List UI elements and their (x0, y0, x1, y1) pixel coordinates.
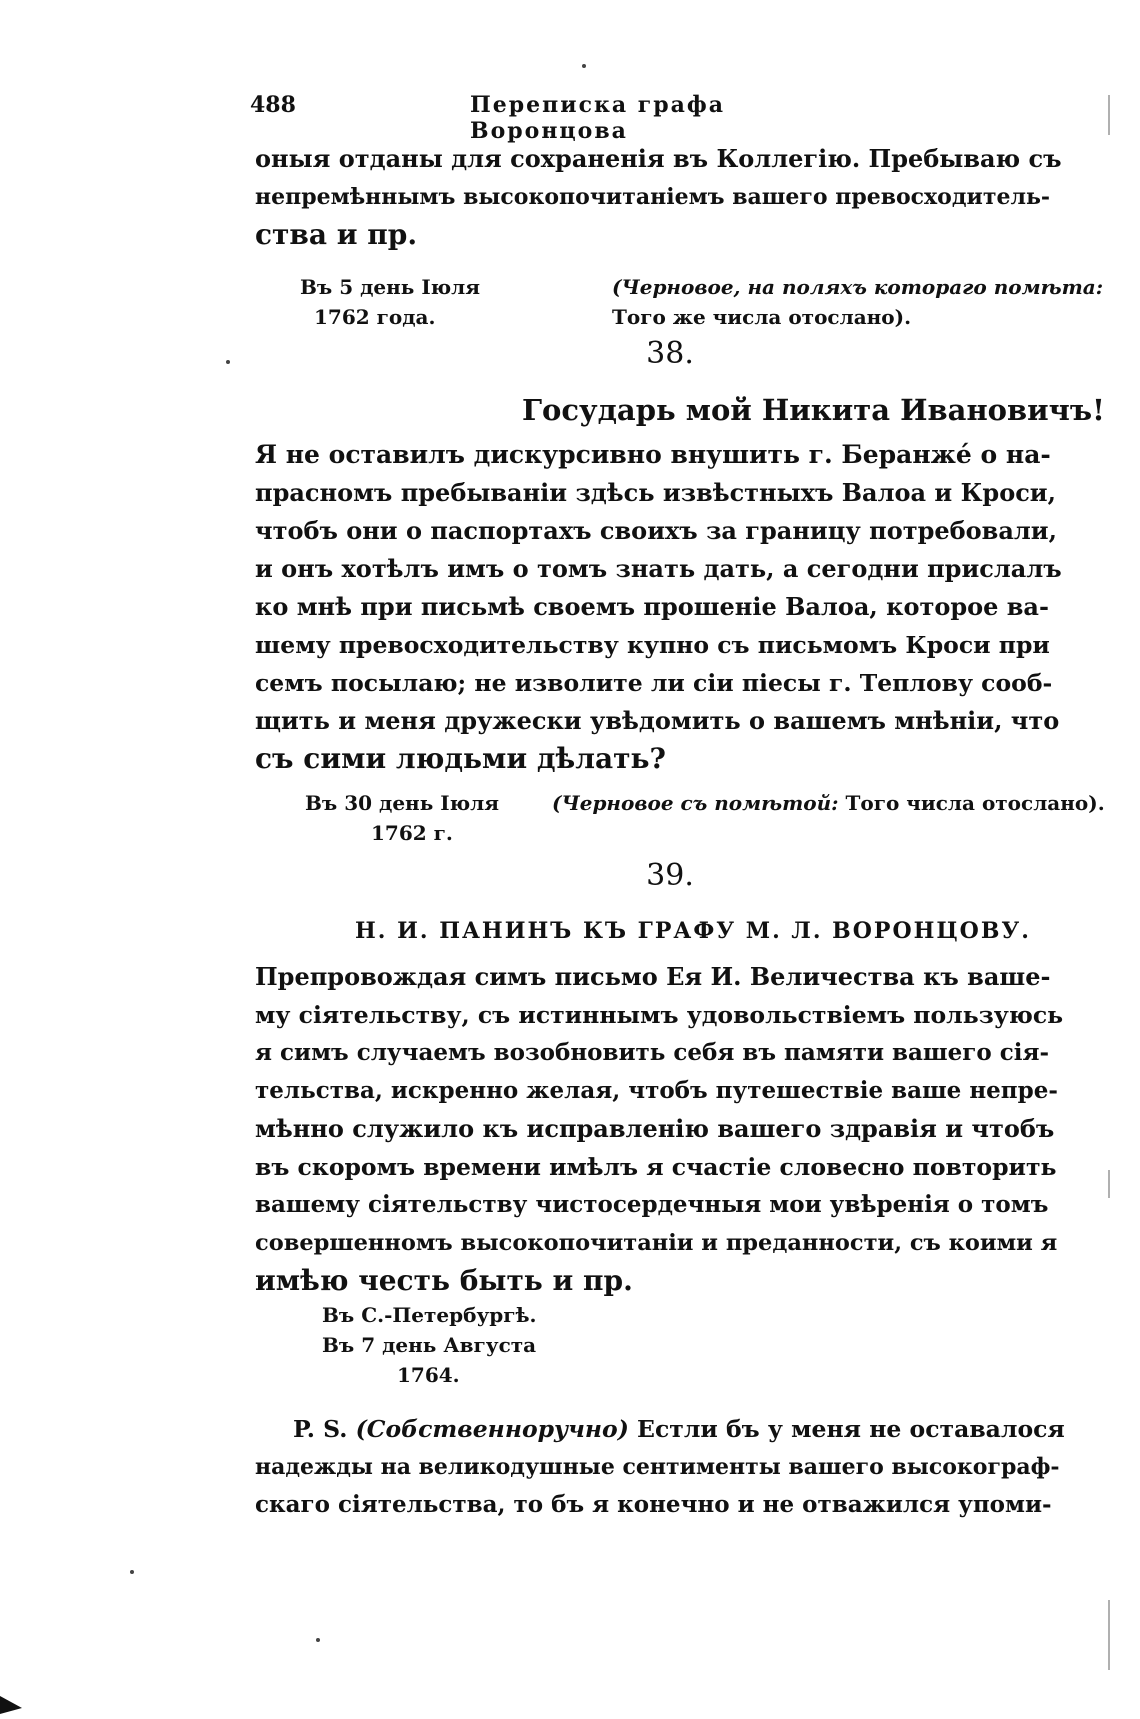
letter-37-tail (255, 140, 1065, 254)
date-line: 1762 г. (371, 821, 453, 845)
letter-39-heading: Н. И. ПАНИНЪ КЪ ГРАФУ М. Л. ВОРОНЦОВУ. (355, 918, 1031, 944)
text-line: имѣю честь быть и пр. (255, 1264, 633, 1297)
text-line: совершенномъ высокопочитаніи и преданности, съ коими я (255, 1230, 1058, 1256)
text-line: непремѣннымъ высокопочитаніемъ вашего превосходитель- (255, 184, 1051, 210)
letter-38-body (255, 436, 1065, 778)
text-line: ко мнѣ при письмѣ своемъ прошеніе Валоа, которое ва- (255, 592, 1049, 621)
page-number: 488 (250, 92, 296, 118)
text-line: тельства, искренно желая, чтобъ путешествіе ваше непре- (255, 1077, 1058, 1104)
scan-edge-mark (1108, 1170, 1110, 1198)
letter-39-text (255, 958, 1065, 1300)
ps-first: Естли бъ у меня не оставалося (637, 1415, 1065, 1443)
scan-speck (130, 1570, 134, 1574)
text-line: съ сими людьми дѣлать? (255, 742, 666, 775)
postscript-text (255, 1410, 1065, 1524)
text-line: ства и пр. (255, 218, 418, 251)
text-line: Я не оставилъ дискурсивно внушить г. Беранжé о на- (255, 440, 1051, 469)
letter-37-draft-note (612, 272, 1103, 332)
draft-note-plain: Того числа отослано). (845, 791, 1105, 815)
letter-37-date (300, 272, 480, 332)
letter-38-number: 38. (646, 336, 694, 371)
text-line: и онъ хотѣлъ имъ о томъ знать дать, а сегодни прислалъ (255, 554, 1062, 583)
ps-italic: (Собственноручно) (355, 1415, 629, 1443)
letter-38-draft-note (552, 788, 1105, 818)
text-line: скаго сіятельства, то бъ я конечно и не отважился упоми- (255, 1491, 1052, 1518)
scan-edge-mark (1108, 1600, 1110, 1670)
corner-arrow-icon (0, 1696, 24, 1716)
text-line: прасномъ пребываніи здѣсь извѣстныхъ Валоа и Кроси, (255, 478, 1056, 507)
letter-38-date (305, 788, 499, 848)
date-line: Въ 30 день Іюля (305, 791, 499, 815)
letter-39-body (255, 958, 1065, 1300)
letter-37-text (255, 140, 1065, 254)
letter-39-number: 39. (646, 858, 694, 893)
text-line: семъ посылаю; не изволите ли сіи піесы г. Теплову сооб- (255, 669, 1053, 697)
scan-edge-mark (1108, 95, 1110, 135)
scan-speck (582, 64, 586, 68)
text-line: я симъ случаемъ возобновить себя въ памяти вашего сія- (255, 1039, 1049, 1066)
text-line: въ скоромъ времени имѣлъ я счастіе словесно повторить (255, 1153, 1057, 1181)
text-line: щить и меня дружески увѣдомить о вашемъ мнѣніи, что (255, 706, 1060, 735)
draft-note-italic: (Черновое, на поляхъ котораго помѣта: (612, 275, 1104, 299)
date-line: Въ 7 день Августа (322, 1333, 537, 1357)
date-line: Въ С.-Петербургѣ. (322, 1303, 537, 1327)
date-line: 1762 года. (314, 305, 436, 329)
text-line: му сіятельству, съ истиннымъ удовольствіемъ пользуюсь (255, 1001, 1064, 1029)
scan-speck (316, 1638, 320, 1642)
draft-note-plain: Того же числа отослано). (612, 305, 912, 329)
text-line: мѣнно служило къ исправленію вашего здравія и чтобъ (255, 1114, 1055, 1143)
text-line: шему превосходительству купно съ письмомъ Кроси при (255, 631, 1050, 659)
text-line: вашему сіятельству чистосердечныя мои увѣренія о томъ (255, 1191, 1049, 1218)
ps-label: P. S. (293, 1415, 348, 1443)
text-line: чтобъ они о паспортахъ своихъ за границу потребовали, (255, 516, 1057, 545)
text-line: Препровождая симъ письмо Ея И. Величества къ ваше- (255, 962, 1051, 991)
postscript (255, 1410, 1065, 1524)
date-line: Въ 5 день Іюля (300, 275, 481, 299)
letter-39-date (322, 1300, 537, 1390)
letter-38-salutation: Государь мой Никита Ивановичъ! (522, 393, 1105, 427)
page-header (250, 92, 880, 144)
draft-note-italic: (Черновое съ помѣтой: (552, 791, 839, 815)
scan-speck (226, 360, 230, 364)
date-line: 1764. (397, 1363, 460, 1387)
running-head: Переписка графа Воронцова (470, 92, 725, 144)
letter-38-text (255, 436, 1065, 778)
postscript-first-line (255, 1410, 1065, 1448)
text-line: оныя отданы для сохраненія въ Коллегію. Пребываю съ (255, 144, 1062, 173)
text-line: надежды на великодушные сентименты вашего высокограф- (255, 1454, 1060, 1480)
